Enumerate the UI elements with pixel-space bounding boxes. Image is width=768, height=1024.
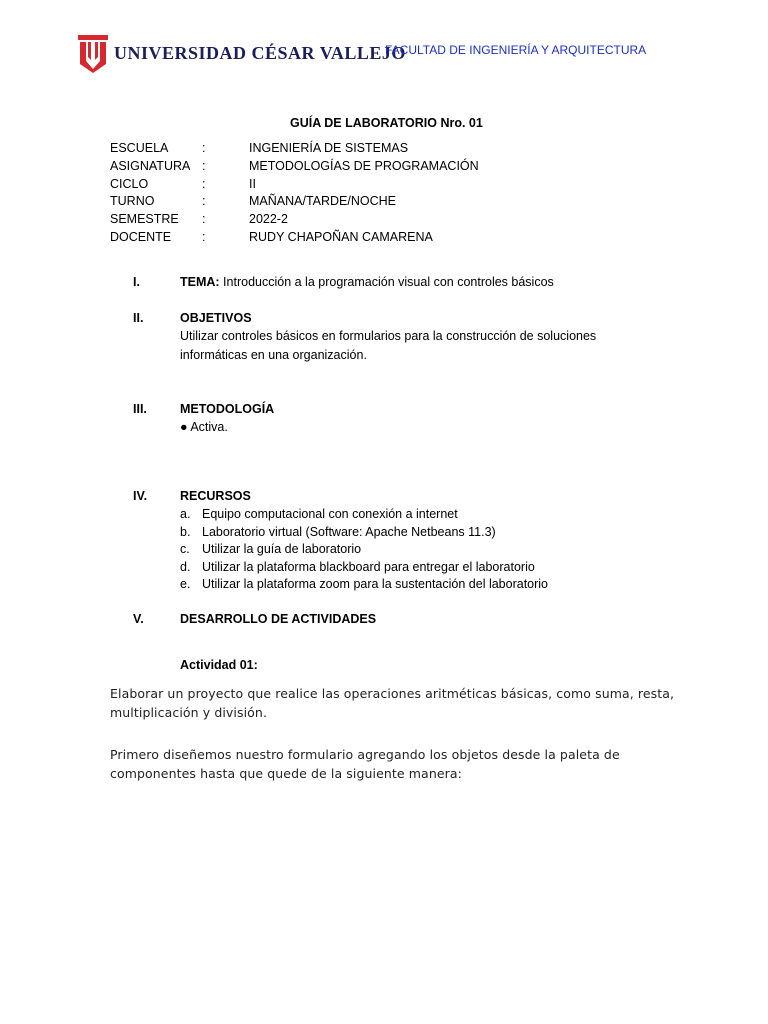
section-number: I. xyxy=(133,275,140,289)
faculty-name: FACULTAD DE INGENIERÍA Y ARQUITECTURA xyxy=(385,43,647,57)
meta-key: SEMESTRE xyxy=(110,212,179,226)
resource-item xyxy=(180,560,535,574)
meta-key: DOCENTE xyxy=(110,230,172,244)
instruction-line: componentes hasta que quede de la siguiente manera: xyxy=(110,766,462,781)
document-title: GUÍA DE LABORATORIO Nro. 01 xyxy=(290,116,483,130)
resource-text: Utilizar la guía de laboratorio xyxy=(202,542,362,556)
section-tema-text: Introducción a la programación visual con controles básicos xyxy=(219,275,554,289)
instruction-line: Primero diseñemos nuestro formulario agregando los objetos desde la paleta de xyxy=(110,747,620,762)
section-label: OBJETIVOS xyxy=(180,311,252,325)
resource-text: Laboratorio virtual (Software: Apache Netbeans 11.3) xyxy=(202,525,496,539)
section-label: DESARROLLO DE ACTIVIDADES xyxy=(180,612,377,626)
resource-letter: a. xyxy=(180,507,191,521)
resource-item xyxy=(180,525,496,539)
meta-key: ASIGNATURA xyxy=(110,159,191,173)
meta-value: INGENIERÍA DE SISTEMAS xyxy=(249,141,409,155)
meta-value: RUDY CHAPOÑAN CAMARENA xyxy=(249,230,433,244)
section-number: IV. xyxy=(133,489,148,503)
resource-item xyxy=(180,507,458,521)
meta-value: 2022-2 xyxy=(249,212,288,226)
logo-text: UNIVERSIDAD CÉSAR VALLEJO xyxy=(114,43,406,63)
meta-sep: : xyxy=(202,194,206,208)
resource-text: Equipo computacional con conexión a internet xyxy=(202,507,458,521)
meta-sep: : xyxy=(202,141,206,155)
section-label: RECURSOS xyxy=(180,489,251,503)
activity-description-line: Elaborar un proyecto que realice las operaciones aritméticas básicas, como suma, resta, xyxy=(110,686,675,701)
resource-letter: d. xyxy=(180,560,191,574)
meta-sep: : xyxy=(202,212,206,226)
section-number: V. xyxy=(133,612,144,626)
ucv-shield-icon xyxy=(76,33,110,73)
section-label: TEMA: xyxy=(180,275,220,289)
resource-letter: b. xyxy=(180,525,191,539)
meta-value: METODOLOGÍAS DE PROGRAMACIÓN xyxy=(249,159,479,173)
resource-text: Utilizar la plataforma blackboard para entregar el laboratorio xyxy=(202,560,535,574)
university-logo xyxy=(76,33,406,73)
metodologia-item: ● Activa. xyxy=(180,420,228,434)
objetivos-text-line: informáticas en una organización. xyxy=(180,348,367,362)
resource-item xyxy=(180,542,361,556)
resource-text: Utilizar la plataforma zoom para la sustentación del laboratorio xyxy=(202,577,549,591)
meta-value: II xyxy=(249,177,256,191)
resource-letter: c. xyxy=(180,542,190,556)
section-tema xyxy=(180,275,554,289)
section-number: II. xyxy=(133,311,144,325)
activity-title: Actividad 01: xyxy=(180,658,258,672)
section-label: METODOLOGÍA xyxy=(180,402,275,416)
meta-key: TURNO xyxy=(110,194,155,208)
section-number: III. xyxy=(133,402,147,416)
meta-key: ESCUELA xyxy=(110,141,169,155)
objetivos-text-line: Utilizar controles básicos en formularios para la construcción de soluciones xyxy=(180,329,597,343)
meta-value: MAÑANA/TARDE/NOCHE xyxy=(249,194,397,208)
meta-sep: : xyxy=(202,159,206,173)
resource-item xyxy=(180,577,548,591)
activity-description-line: multiplicación y división. xyxy=(110,705,268,720)
meta-sep: : xyxy=(202,230,206,244)
resource-letter: e. xyxy=(180,577,191,591)
meta-key: CICLO xyxy=(110,177,149,191)
meta-sep: : xyxy=(202,177,206,191)
